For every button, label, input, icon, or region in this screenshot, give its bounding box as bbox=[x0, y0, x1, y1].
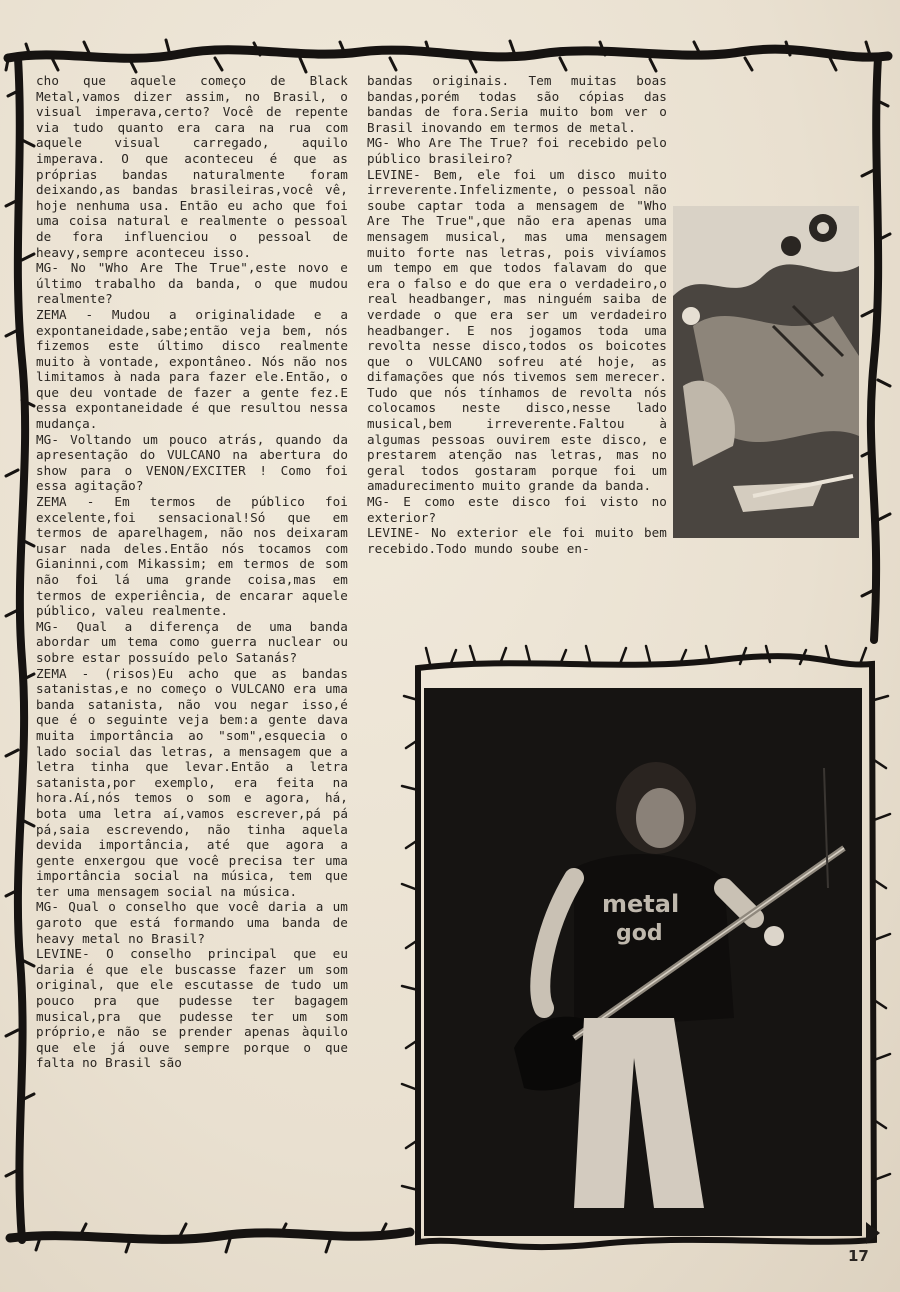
paragraph: bandas originais. Tem muitas boas bandas,porém todas são cópias das bandas de fora.Seria muito bom ver o Brasil inovando em termos de metal. bbox=[367, 73, 667, 135]
shirt-text-god: god bbox=[616, 921, 663, 946]
question: MG- No "Who Are The True",este novo e último trabalho da banda, o que mudou realmente? bbox=[36, 260, 348, 307]
answer: LEVINE- Bem, ele foi um disco muito irreverente.Infelizmente, o pessoal não soube captar toda a mensagem de "Who Are The True",que não era apenas uma mensagem musical, mas uma mensagem muito forte nas letras, pois vivíamos um tempo em que todos falavam do que era o falso e do que era o verdadeiro,o real headbanger, mas ninguém saiba de verdade o que era ser um verdadeiro headbanger. E nos jogamos toda uma revolta nesse disco,todos os boicotes que o VULCANO sofreu até hoje, as difamações que nós tivemos sem merecer. Tudo que nós tínhamos de revolta nós colocamos neste disco,nesse lado musical,bem irreverente.Faltou à algumas pessoas ouvirem este disco, e prestarem atenção nas letras, mas no geral todos gostaram porque foi um amadurecimento muito grande da banda. bbox=[367, 166, 667, 494]
paragraph: cho que aquele começo de Black Metal,vamos dizer assim, no Brasil, o visual imperava,certo? Você de repente via tudo quanto era cara na rua com aquele visual carregado, aquilo imperava. O que aconteceu é que as próprias bandas naturalmente foram deixando,as bandas brasileiras,você vê, hoje nenhuma usa. Então eu acho que foi uma coisa natural e realmente o pessoal de fora influenciou o pessoal de heavy,sempre aconteceu isso. bbox=[36, 73, 348, 260]
page-number: 17 bbox=[848, 1247, 869, 1265]
band-photo bbox=[424, 688, 862, 1236]
collage-image bbox=[673, 206, 859, 538]
collage-illustration bbox=[673, 206, 859, 538]
question: MG- E como este disco foi visto no exterior? bbox=[367, 494, 667, 525]
answer: LEVINE- No exterior ele foi muito bem recebido.Todo mundo soube en- bbox=[367, 525, 667, 556]
question: MG- Qual o conselho que você daria a um garoto que está formando uma banda de heavy metal no Brasil? bbox=[36, 899, 348, 946]
article-left-column bbox=[36, 73, 348, 1223]
answer: ZEMA - Em termos de público foi excelente,foi sensacional!Só que em termos de aparelhagem, não nos deixaram usar nada deles.Então nós tocamos com Gianinni,com Mikassim; em termos de som não foi lá uma grande coisa,mas em termos de experiência, de encarar aquele público, valeu realmente. bbox=[36, 494, 348, 619]
article-right-column bbox=[367, 73, 667, 628]
shirt-text-metal: metal bbox=[602, 890, 680, 918]
answer: LEVINE- O conselho principal que eu daria é que ele buscasse fazer um som original, que ele escutasse de tudo um pouco pra que pudesse ter bagagem musical,pra que pudesse ter um som próprio,e não se prender apenas àquilo que ele já ouve sempre porque o que falta no Brasil são bbox=[36, 946, 348, 1071]
answer: ZEMA - Mudou a originalidade e a expontaneidade,sabe;então veja bem, nós fizemos este último disco realmente muito à vontade, expontâneo. Nós não nos limitamos à nada para fazer ele.Então, o que deu vontade de fazer a gente fez.E essa expontaneidade é que resultou nessa mudança. bbox=[36, 306, 348, 432]
guitarist-illustration bbox=[424, 688, 862, 1236]
question: MG- Voltando um pouco atrás, quando da apresentação do VULCANO na abertura do show para o VENON/EXCITER ! Como foi essa agitação? bbox=[36, 431, 348, 494]
answer: ZEMA - (risos)Eu acho que as bandas satanistas,e no começo o VULCANO era uma banda satanista, não vou negar isso,é que é o seguinte veja bem:a gente dava muita importância ao "som",esquecia o lado social das letras, a mensagem que a letra tinha que levar.Então a letra satanista,por exemplo, era feita na hora.Aí,nós temos o som e agora, há, bota uma letra aí,vamos escrever,pá pá pá,saia escrevendo, não tinha aquela devida importância, até que agora a gente enxergou que você precisa ter uma importância social na música, tem que ter uma mensagem social na música. bbox=[36, 665, 348, 899]
question: MG- Qual a diferença de uma banda abordar um tema como guerra nuclear ou sobre estar possuído pelo Satanás? bbox=[36, 618, 348, 665]
next-page-arrow-icon bbox=[866, 1222, 880, 1244]
question: MG- Who Are The True? foi recebido pelo público brasileiro? bbox=[367, 135, 667, 166]
